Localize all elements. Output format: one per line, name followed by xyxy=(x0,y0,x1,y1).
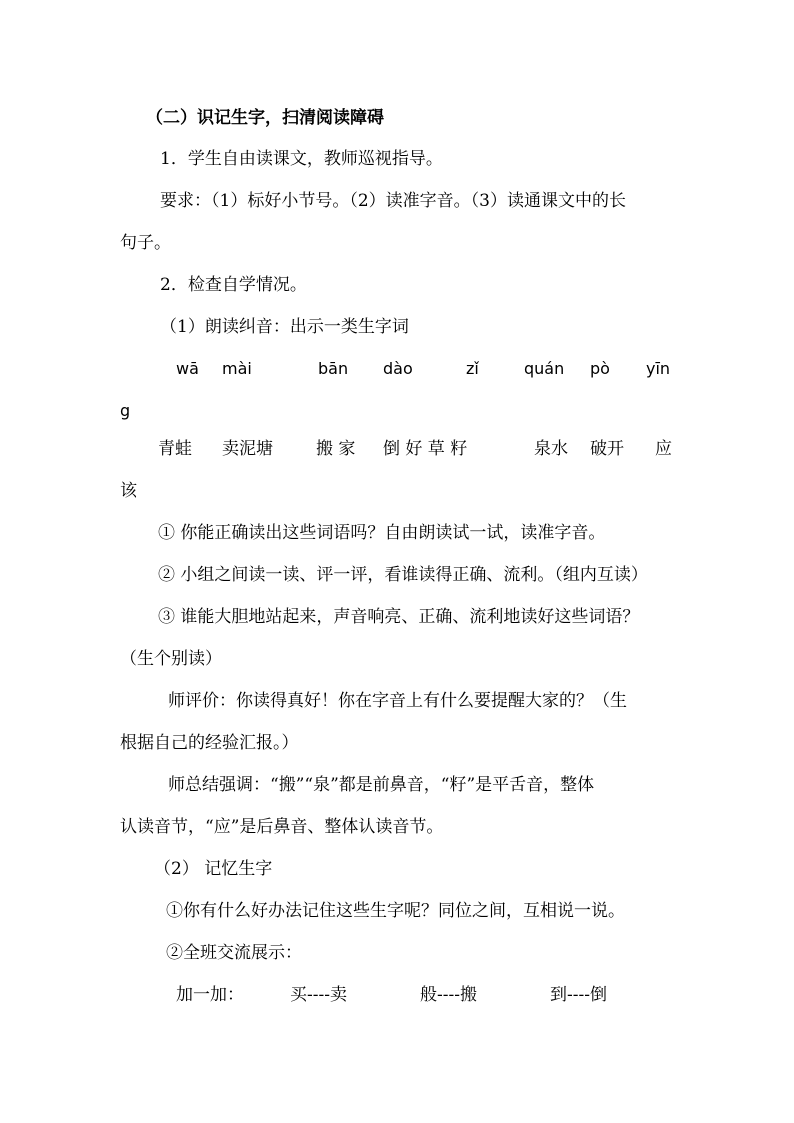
teacher-summary-line-2: 认读音节，“应”是后鼻音、整体认读音节。 xyxy=(120,817,444,837)
teacher-evaluation-line-1: 师评价：你读得真好！你在字音上有什么要提醒大家的？（生 xyxy=(168,691,627,711)
word-quanshui: 泉水 xyxy=(534,439,568,459)
teacher-summary-line-1: 师总结强调：“搬”“泉”都是前鼻音，“籽”是平舌音，整体 xyxy=(168,775,595,795)
char-pair-ban: 般----搬 xyxy=(420,985,477,1005)
word-mainitang: 卖泥塘 xyxy=(222,439,273,459)
char-pair-mai: 买----卖 xyxy=(290,985,347,1005)
sub-item-2: （2） 记忆生字 xyxy=(154,859,273,879)
step-2-text: 2．检查自学情况。 xyxy=(160,275,307,295)
char-pair-dao: 到----倒 xyxy=(550,985,607,1005)
requirement-line-1: 要求：（1）标好小节号。（2）读准字音。（3）读通课文中的长 xyxy=(160,191,626,211)
section-heading: （二）识记生字，扫清阅读障碍 xyxy=(146,108,384,128)
pinyin-g: g xyxy=(120,401,131,420)
word-daohaocaozi: 倒 好 草 籽 xyxy=(383,439,468,459)
question-1: ① 你能正确读出这些词语吗？自由朗读试一试，读准字音。 xyxy=(158,523,606,543)
pinyin-yin: yīn xyxy=(646,359,671,378)
question-3-line-2: （生个别读） xyxy=(120,649,222,669)
pinyin-zi: zǐ xyxy=(466,359,479,378)
word-banjia: 搬 家 xyxy=(316,439,356,459)
add-method-label: 加一加： xyxy=(176,985,244,1005)
pinyin-ban: bān xyxy=(318,359,349,378)
teacher-evaluation-line-2: 根据自己的经验汇报。） xyxy=(120,733,299,753)
pinyin-po: pò xyxy=(590,359,610,378)
pinyin-wa: wā xyxy=(176,359,199,378)
word-qingwa: 青蛙 xyxy=(158,439,192,459)
pinyin-dao: dào xyxy=(383,359,413,378)
question-2: ② 小组之间读一读、评一评，看谁读得正确、流利。（组内互读） xyxy=(158,565,648,585)
requirement-line-2: 句子。 xyxy=(120,233,171,253)
pinyin-quan: quán xyxy=(524,359,565,378)
pinyin-mai: mài xyxy=(222,359,252,378)
memory-question-2: ②全班交流展示： xyxy=(166,943,302,963)
question-3-line-1: ③ 谁能大胆地站起来，声音响亮、正确、流利地读好这些词语？ xyxy=(158,607,640,627)
word-gai: 该 xyxy=(120,481,137,501)
memory-question-1: ①你有什么好办法记住这些生字呢？同位之间，互相说一说。 xyxy=(166,901,625,921)
word-ying: 应 xyxy=(655,439,672,459)
sub-item-1: （1）朗读纠音：出示一类生字词 xyxy=(160,317,409,337)
step-1-text: 1．学生自由读课文，教师巡视指导。 xyxy=(160,149,443,169)
word-pokai: 破开 xyxy=(590,439,624,459)
